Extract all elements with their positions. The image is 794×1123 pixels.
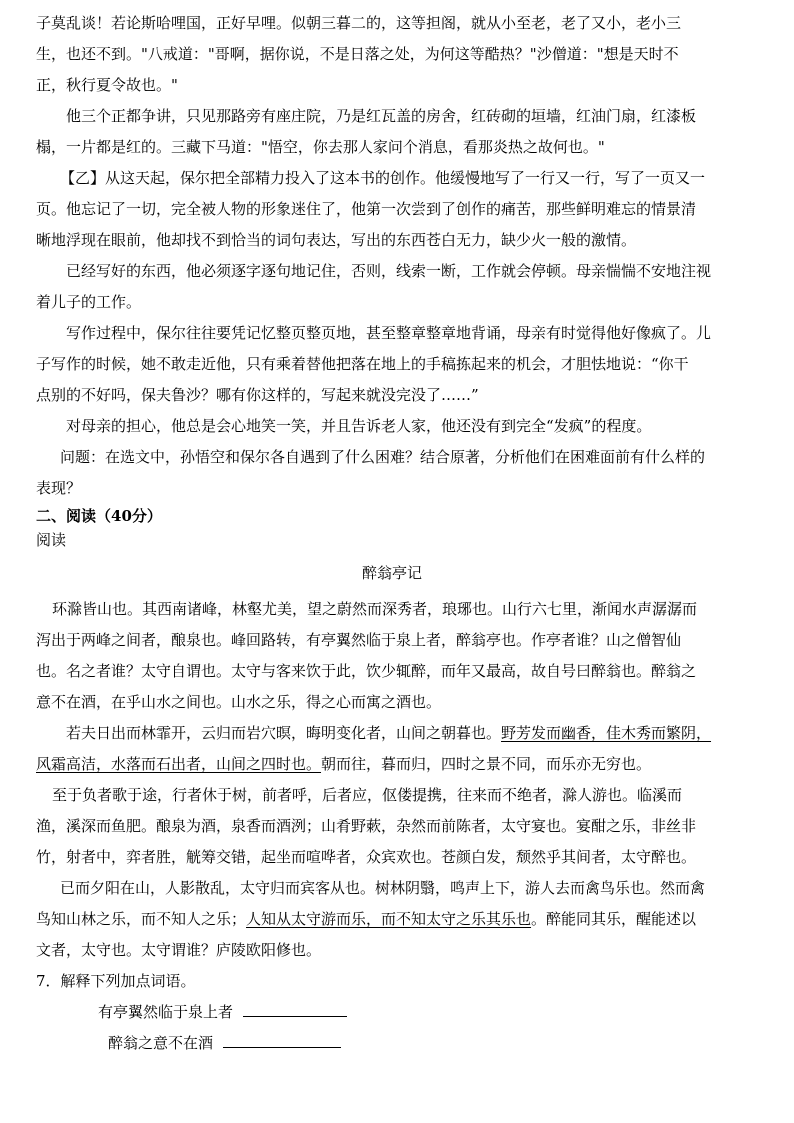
question-7 [36,966,758,1059]
section-heading: 二、阅读（40分） [36,507,162,525]
text-line: 环滁皆山也。其西南诸峰，林壑尤美，望之蔚然而深秀者，琅琊也。山行六七里，渐闻水声潺潺而 [52,600,698,618]
text-line: 意不在酒，在乎山水之间也。山水之乐，得之心而寓之酒也。 [36,693,442,711]
question-item-text: 有亭翼然临于泉上者 [98,1003,234,1021]
text-line: 也。名之者谁？太守自谓也。太守与客来饮于此，饮少辄醉，而年又最高，故自号曰醉翁也。醉翁之 [36,662,697,680]
section-subheading: 阅读 [36,531,67,549]
text-line: 已而夕阳在山，人影散乱，太守归而宾客从也。树林阴翳，鸣声上下，游人去而禽鸟乐也。然而禽 [60,879,706,897]
plain-text: 鸟知山林之乐，而不知人之乐； [36,910,247,928]
question-item-text: 醉翁之意不在酒 [108,1034,214,1052]
plain-text: 朝而往，暮而归，四时之景不同，而乐亦无穷也。 [321,755,652,773]
question-block [36,442,758,504]
underlined-text: 风霜高洁，水落而石出者，山间之四时也。 [36,755,322,773]
question-item [36,997,758,1028]
answer-blank[interactable] [223,1033,341,1048]
text-line: 子莫乱谈！若论斯哈哩国，正好早哩。似朝三暮二的，这等担阁，就从小至老，老了又小，老小三 [36,14,682,32]
answer-blank[interactable] [243,1002,347,1017]
text-line: 【乙】从这天起，保尔把全部精力投入了这本书的创作。他缓慢地写了一行又一行，写了一页又一 [60,169,706,187]
text-line: 渔，溪深而鱼肥。酿泉为酒，泉香而酒洌；山肴野蔌，杂然而前陈者，太守宴也。宴酣之乐，非丝非 [36,817,697,835]
text-line: 已经写好的东西，他必须逐字逐句地记住，否则，线索一断，工作就会停顿。母亲惴惴不安地注视 [66,262,712,280]
text-line: 竹，射者中，弈者胜，觥筹交错，起坐而喧哗者，众宾欢也。苍颜白发，颓然乎其间者，太守醉也。 [36,848,697,866]
passage-yi [36,163,758,442]
text-line [36,749,758,780]
essay-body [36,594,758,966]
question-label: 7．解释下列加点词语。 [36,972,196,990]
text-line: 文者，太守也。太守谓谁？庐陵欧阳修也。 [36,941,322,959]
text-line: 晰地浮现在眼前，他却找不到恰当的词句表达，写出的东西苍白无力，缺少火一般的激情。 [36,231,637,249]
text-line: 对母亲的担心，他总是会心地笑一笑，并且告诉老人家，他还没有到完全“发疯”的程度。 [66,417,652,435]
text-line: 页。他忘记了一切，完全被人物的形象迷住了，他第一次尝到了创作的痛苦，那些鲜明难忘的情景清 [36,200,697,218]
text-line: 泻出于两峰之间者，酿泉也。峰回路转，有亭翼然临于泉上者，醉翁亭也。作亭者谁？山之僧智仙 [36,631,682,649]
text-line: 他三个正都争讲，只见那路旁有座庄院，乃是红瓦盖的房舍，红砖砌的垣墙，红油门扇，红漆板 [66,107,697,125]
underlined-text: 人知从太守游而乐，而不知太守之乐其乐也 [246,910,532,928]
underlined-text: 野芳发而幽香，佳木秀而繁阴， [501,724,712,742]
essay-title: 醉翁亭记 [361,564,422,582]
question-line: 表现？ [36,479,82,497]
text-line: 正，秋行夏令故也。" [36,76,178,94]
text-line: 点别的不好吗，保夫鲁沙？哪有你这样的，写起来就没完没了……” [36,386,479,404]
text-line: 着儿子的工作。 [36,293,142,311]
text-line: 生，也还不到。"八戒道："哥啊，据你说，不是日落之处，为何这等酷热？"沙僧道："想是天时不 [36,45,679,63]
text-line: 至于负者歌于途，行者休于树，前者呼，后者应，伛偻提携，往来而不绝者，滁人游也。临溪而 [52,786,683,804]
text-line: 子写作的时候，她不敢走近他，只有乘着替他把落在地上的手稿拣起来的机会，才胆怯地说：“你干 [36,355,689,373]
document-page [36,8,758,1059]
question-line: 问题：在选文中，孙悟空和保尔各自遇到了什么困难？结合原著，分析他们在困难面前有什么样的 [60,448,706,466]
passage-jia [36,8,758,163]
text-line: 榻，一片都是红的。三藏下马道："悟空，你去那人家问个消息，看那炎热之故何也。" [36,138,605,156]
text-line [36,904,758,935]
plain-text: 若夫日出而林霏开，云归而岩穴暝，晦明变化者，山间之朝暮也。 [66,724,502,742]
text-line [36,718,758,749]
text-line: 写作过程中，保尔往往要凭记忆整页整页地，甚至整章整章地背诵，母亲有时觉得他好像疯了。儿 [66,324,712,342]
plain-text: 。醉能同其乐，醒能述以 [531,910,697,928]
question-item [36,1028,758,1059]
